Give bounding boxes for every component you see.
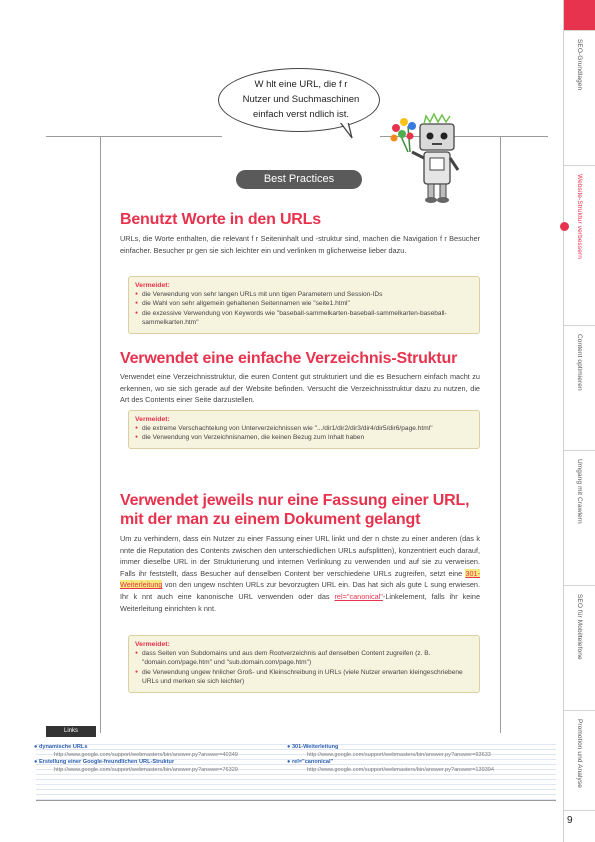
link-rel-canonical[interactable]: rel="canonical" (334, 591, 383, 601)
sidebar-section-seo-grundlagen[interactable] (564, 30, 595, 165)
sidebar-section-website-struktur[interactable] (564, 165, 595, 325)
chapter-marker-tab (564, 0, 595, 30)
callout-item: ● die extreme Verschachtelung von Unterverzeichnissen wie ".../dir1/dir2/dir3/dir4/dir5/dir6/page.html" (135, 424, 473, 433)
section-paragraph (120, 533, 480, 614)
callout-title: Vermeidet: (135, 416, 170, 423)
sidebar-section-seo-mobiltelefone[interactable] (564, 585, 595, 710)
sidebar-section-label: Promotion und Analyse (576, 719, 583, 788)
callout-list (135, 290, 473, 328)
section-title-eine-fassung-url: Verwendet jeweils nur eine Fassung einer URL, mit der man zu einem Dokument gelangt (120, 492, 470, 528)
sidebar-section-label: SEO-Grundlagen (576, 39, 583, 91)
link-url[interactable]: http://www.google.com/support/webmasters/bin/answer.py?answer=139394 (307, 766, 495, 773)
bubble-line: einfach verst ndlich ist. (252, 109, 350, 120)
callout-item: ● die Verwendung von Verzeichnisnamen, die keinen Bezug zum Inhalt haben (135, 433, 473, 442)
callout-title: Vermeidet: (135, 282, 170, 289)
footer-rule (36, 800, 556, 801)
link-title[interactable]: ● 301-Weiterleitung (287, 744, 547, 752)
callout-item: ● die exzessive Verwendung von Keywords wie "baseball-sammelkarten-baseball-sammelkarten-baseball-sammelkarten.htm" (135, 309, 473, 328)
link-title[interactable]: ● dynamische URLs (34, 744, 274, 752)
chapter-sidebar (563, 0, 595, 842)
callout-item: ● die Wahl von sehr allgemein gehaltenen Seitennamen wie "seite1.html" (135, 299, 473, 308)
avoid-callout (128, 410, 480, 449)
link-title[interactable]: ● Erstellung einer Google-freundlichen URL-Struktur (34, 759, 274, 767)
links-tab: Links (46, 726, 96, 737)
links-column-left (34, 744, 274, 774)
paragraph-text: von den ungew nschten URLs zur bevorzugten URL ein. Das hat sich als gute L sung erwiesen. Ihr k nnt auch eine kanonische URL verwenden oder das (120, 580, 480, 601)
speech-bubble-text (226, 77, 376, 122)
robot-with-flowers-icon (386, 112, 468, 204)
callout-item: ● die Verwendung von sehr langen URLs mit unn tigen Parametern und Session-IDs (135, 290, 473, 299)
sidebar-section-label: Content optimieren (576, 334, 583, 391)
links-column-right (287, 744, 547, 774)
paragraph-text: -Linkelement, falls ihr keine Weiterleitung einrichten k nnt. (120, 591, 480, 613)
section-title-verzeichnis-struktur: Verwendet eine einfache Verzeichnis-Struktur (120, 350, 458, 367)
best-practices-heading: Best Practices (236, 170, 362, 189)
page-number: 9 (567, 815, 573, 826)
sidebar-section-label: SEO für Mobiltelefone (576, 594, 583, 660)
bubble-line: Nutzer und Suchmaschinen (242, 94, 360, 105)
frame-line-right (500, 136, 501, 733)
section-paragraph: Verwendet eine Verzeichnisstruktur, die euren Content gut strukturiert und die es Besuchern einfach macht zu erkennen, wo sie sich gerade auf der Website befinden. Versucht die Verzeichnisstruktur dazu zu nutzen, die Art des Contents einer Seite darzustellen. (120, 372, 480, 405)
bubble-line: W hlt eine URL, die f r (254, 79, 348, 90)
active-section-dot (560, 222, 569, 231)
callout-list (135, 424, 473, 443)
sidebar-section-umgang-mit-crawlern[interactable] (564, 450, 595, 585)
sidebar-section-label: Website-Struktur verbessern (576, 174, 583, 259)
section-title-worte-in-urls: Benutzt Worte in den URLs (120, 211, 321, 228)
link-url[interactable]: http://www.google.com/support/webmasters/bin/answer.py?answer=40349 (54, 751, 238, 758)
callout-list (135, 649, 473, 687)
avoid-callout (128, 635, 480, 693)
callout-title: Vermeidet: (135, 641, 170, 648)
speech-bubble-tail (338, 122, 358, 140)
link-url[interactable]: http://www.google.com/support/webmasters/bin/answer.py?answer=93633 (307, 751, 491, 758)
sidebar-section-content-optimieren[interactable] (564, 325, 595, 450)
callout-item: ● dass Seiten von Subdomains und aus dem Rootverzeichnis auf denselben Content zugreifen (z. B. "domain.com/page.htm" und "sub.domain.com/page.htm") (135, 649, 473, 668)
link-title[interactable]: ● rel="canonical" (287, 759, 547, 767)
callout-item: ● die Verwendung ungew hnlicher Groß- und Kleinschreibung in URLs (viele Nutzer erwarten kleingeschriebene URLs und merken sie sich leichter) (135, 668, 473, 687)
sidebar-section-label: Umgang mit Crawlern (576, 459, 583, 524)
link-301-weiterleitung[interactable]: 301-Weiterleitung (120, 568, 480, 590)
frame-line-top-left (46, 136, 222, 137)
section-paragraph: URLs, die Worte enthalten, die relevant f r Seiteninhalt und -struktur sind, machen die Navigation f r Besucher einfacher. Besucher pr gen sie sich leichter ein und verlinken m glicherweise lieber dazu. (120, 234, 480, 255)
frame-line-left (100, 136, 101, 733)
link-url[interactable]: http://www.google.com/support/webmasters/bin/answer.py?answer=76329 (54, 766, 238, 773)
sidebar-section-promotion-analyse[interactable] (564, 710, 595, 810)
avoid-callout (128, 276, 480, 334)
paragraph-text: Um zu verhindern, dass ein Nutzer zu einer Fassung einer URL linkt und der n chste zu einer anderen (das k nnte die Reputation des Contents zwischen den unterschiedlichen URLs aufsplitten), konzentriert euch darauf, immer dieselbe URL in der Strukturierung und internen Verlinkung zu verwenden und auf sie zu verweisen. Falls ihr feststellt, dass Besucher auf denselben Content ber verschiedene URLs zugreifen, setzt eine (120, 534, 480, 578)
